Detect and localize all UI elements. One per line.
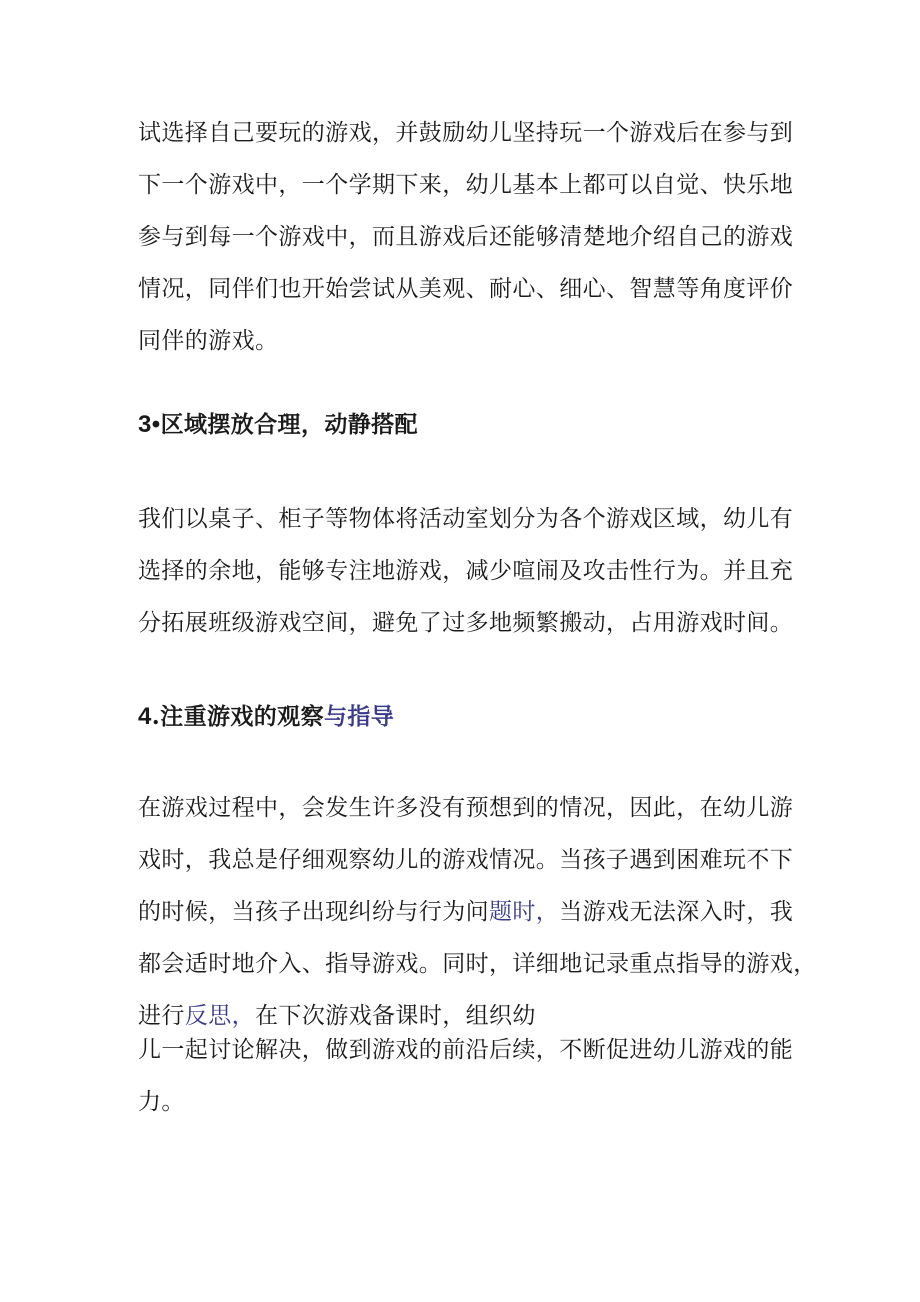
text-line: 分拓展班级游戏空间，避免了过多地频繁搬动，占用游戏时间。 — [138, 610, 794, 636]
text-line: 情况，同伴们也开始尝试从美观、耐心、细心、智慧等角度评价 — [138, 276, 794, 302]
text-line: 选择的余地，能够专注地游戏，减少喧闹及攻击性行为。并且充 — [138, 558, 794, 584]
text-line: 儿一起讨论解决，做到游戏的前沿后续，不断促进幼儿游戏的能 — [138, 1037, 794, 1063]
text-segment: 进行 — [138, 1003, 185, 1029]
text-line: 戏时，我总是仔细观察幼儿的游戏情况。当孩子遇到困难玩不下 — [138, 847, 794, 873]
text-line: 力。 — [138, 1089, 185, 1115]
section-heading-4 — [138, 696, 394, 737]
text-line: 同伴的游戏。 — [138, 328, 279, 354]
text-segment: 在下次游戏备课时，组织幼 — [255, 1003, 536, 1029]
text-line: 我们以桌子、柜子等物体将活动室划分为各个游戏区域，幼儿有 — [138, 506, 794, 532]
paragraph-observation-guidance-continued — [138, 1024, 838, 1128]
heading-title: 区域摆放合理，动静搭配 — [160, 411, 418, 438]
text-line: 都会适时地介入、指导游戏。同时，详细地记录重点指导的游戏， — [138, 951, 817, 977]
text-line: 在游戏过程中，会发生许多没有预想到的情况，因此，在幼儿游 — [138, 795, 794, 821]
text-segment: 的时候，当孩子出现纠纷与行为问 — [138, 899, 489, 925]
heading-title: 注重游戏的观察 — [160, 703, 324, 730]
text-highlight: 反思， — [184, 1003, 256, 1029]
text-line: 试选择自己要玩的游戏，并鼓励幼儿坚持玩一个游戏后在参与到 — [138, 120, 794, 146]
text-line: 参与到每一个游戏中，而且游戏后还能够清楚地介绍自己的游戏 — [138, 224, 794, 250]
heading-title-highlight: 与指导 — [323, 703, 395, 729]
paragraph-game-selection — [138, 107, 838, 367]
paragraph-observation-guidance — [138, 782, 838, 1042]
text-line — [138, 886, 838, 938]
text-highlight: 题时， — [489, 899, 560, 925]
text-line: 下一个游戏中，一个学期下来，幼儿基本上都可以自觉、快乐地 — [138, 172, 794, 198]
paragraph-area-layout — [138, 493, 838, 649]
heading-number: 4 — [138, 703, 152, 730]
section-heading-3 — [138, 405, 418, 445]
heading-separator: . — [151, 703, 161, 730]
text-segment: 当游戏无法深入时，我 — [559, 899, 794, 925]
heading-separator: • — [151, 411, 161, 438]
heading-number: 3 — [138, 411, 152, 438]
